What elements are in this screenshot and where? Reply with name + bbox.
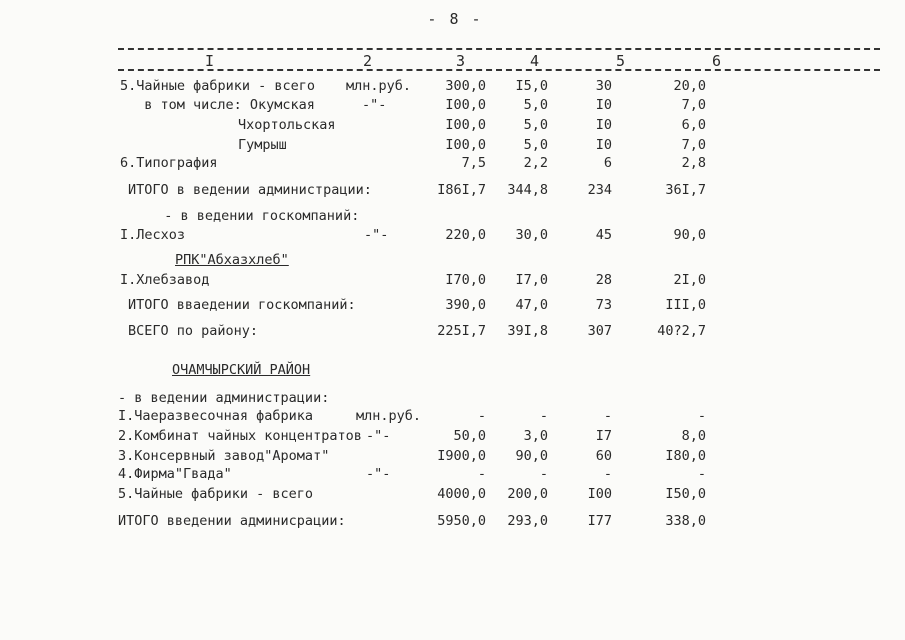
row-label: ВСЕГО по району: xyxy=(128,323,259,339)
row-value-c3: 300,0 xyxy=(445,78,486,94)
row-value-c5: I00 xyxy=(587,486,612,502)
row-value-c4: 39I,8 xyxy=(507,323,548,339)
row-value-c6: III,0 xyxy=(665,297,706,313)
row-label: ОЧАМЧЫРСКИЙ РАЙОН xyxy=(172,362,311,378)
row-unit: -"- xyxy=(366,466,391,482)
row-label: ИТОГО введении админисрации: xyxy=(118,513,346,529)
row-label: 3.Консервный завод"Аромат" xyxy=(118,448,330,464)
row-value-c6: - xyxy=(697,466,706,482)
row-label: I.Лесхоз xyxy=(120,227,186,243)
row-value-c6: 2,8 xyxy=(681,155,706,171)
row-value-c4: 344,8 xyxy=(507,182,548,198)
row-label: ИТОГО в ведении администрации: xyxy=(128,182,372,198)
col-header-2: 2 xyxy=(363,52,373,70)
row-value-c3: I00,0 xyxy=(445,117,486,133)
row-value-c3: I900,0 xyxy=(437,448,486,464)
row-value-c5: 6 xyxy=(603,155,612,171)
row-value-c3: I00,0 xyxy=(445,137,486,153)
col-header-6: 6 xyxy=(712,52,722,70)
col-header-4: 4 xyxy=(530,52,540,70)
row-value-c6: 8,0 xyxy=(681,428,706,444)
page-number: - 8 - xyxy=(427,10,483,28)
row-value-c3: I00,0 xyxy=(445,97,486,113)
row-value-c6: 36I,7 xyxy=(665,182,706,198)
row-unit: -"- xyxy=(366,428,391,444)
row-value-c6: 2I,0 xyxy=(673,272,706,288)
row-value-c4: I7,0 xyxy=(515,272,548,288)
row-value-c4: 2,2 xyxy=(523,155,548,171)
row-value-c3: 220,0 xyxy=(445,227,486,243)
row-value-c6: 20,0 xyxy=(673,78,706,94)
row-label: ИТОГО вваедении госкомпаний: xyxy=(128,297,356,313)
row-value-c6: 7,0 xyxy=(681,97,706,113)
row-value-c4: 90,0 xyxy=(515,448,548,464)
row-unit: -"- xyxy=(362,97,387,113)
row-value-c4: - xyxy=(539,466,548,482)
row-value-c3: 50,0 xyxy=(453,428,486,444)
row-label: - в ведении администрации: xyxy=(118,390,330,406)
row-label: в том числе: Окумская xyxy=(128,97,315,113)
row-unit: млн.руб. xyxy=(356,408,422,424)
row-value-c3: - xyxy=(477,408,486,424)
row-label: 6.Типография xyxy=(120,155,218,171)
row-value-c5: 307 xyxy=(587,323,612,339)
row-unit: -"- xyxy=(364,227,389,243)
row-value-c5: 60 xyxy=(595,448,612,464)
col-header-1: I xyxy=(205,52,215,70)
row-value-c3: 225I,7 xyxy=(437,323,486,339)
col-header-3: 3 xyxy=(456,52,466,70)
row-value-c6: 90,0 xyxy=(673,227,706,243)
row-value-c5: I77 xyxy=(587,513,612,529)
row-value-c5: - xyxy=(603,466,612,482)
row-value-c5: 28 xyxy=(595,272,612,288)
row-value-c3: 4000,0 xyxy=(437,486,486,502)
row-value-c5: I0 xyxy=(595,137,612,153)
row-label: Гумрыш xyxy=(238,137,287,153)
row-label: РПК"Абхазхлеб" xyxy=(175,252,289,268)
row-value-c4: 200,0 xyxy=(507,486,548,502)
row-label: 2.Комбинат чайных концентратов xyxy=(118,428,362,444)
row-value-c6: I80,0 xyxy=(665,448,706,464)
row-value-c3: 7,5 xyxy=(461,155,486,171)
row-value-c3: I86I,7 xyxy=(437,182,486,198)
header-top-rule xyxy=(118,48,880,50)
row-label: I.Хлебзавод xyxy=(120,272,210,288)
row-label: Чхортольская xyxy=(238,117,336,133)
row-value-c4: 5,0 xyxy=(523,137,548,153)
row-value-c6: 7,0 xyxy=(681,137,706,153)
row-value-c5: I0 xyxy=(595,117,612,133)
row-value-c5: I7 xyxy=(595,428,612,444)
header-bottom-rule xyxy=(118,69,880,71)
row-label: I.Чаеразвесочная фабрика xyxy=(118,408,314,424)
row-label: - в ведении госкомпаний: xyxy=(148,208,360,224)
row-value-c3: 5950,0 xyxy=(437,513,486,529)
row-value-c5: - xyxy=(603,408,612,424)
row-value-c6: - xyxy=(697,408,706,424)
row-label: 5.Чайные фабрики - всего xyxy=(120,78,316,94)
row-value-c5: I0 xyxy=(595,97,612,113)
row-value-c5: 73 xyxy=(595,297,612,313)
row-value-c4: I5,0 xyxy=(515,78,548,94)
row-value-c4: 5,0 xyxy=(523,117,548,133)
row-unit: млн.руб. xyxy=(346,78,412,94)
row-label: 5.Чайные фабрики - всего xyxy=(118,486,314,502)
row-value-c4: 3,0 xyxy=(523,428,548,444)
row-value-c4: 5,0 xyxy=(523,97,548,113)
row-value-c4: - xyxy=(539,408,548,424)
row-value-c3: 390,0 xyxy=(445,297,486,313)
row-value-c6: 6,0 xyxy=(681,117,706,133)
col-header-5: 5 xyxy=(616,52,626,70)
row-value-c5: 45 xyxy=(595,227,612,243)
row-value-c5: 234 xyxy=(587,182,612,198)
row-value-c6: I50,0 xyxy=(665,486,706,502)
row-value-c4: 47,0 xyxy=(515,297,548,313)
row-value-c5: 30 xyxy=(595,78,612,94)
row-value-c4: 293,0 xyxy=(507,513,548,529)
row-value-c6: 40?2,7 xyxy=(657,323,706,339)
row-value-c3: I70,0 xyxy=(445,272,486,288)
row-label: 4.Фирма"Гвада" xyxy=(118,466,232,482)
row-value-c4: 30,0 xyxy=(515,227,548,243)
row-value-c6: 338,0 xyxy=(665,513,706,529)
row-value-c3: - xyxy=(477,466,486,482)
